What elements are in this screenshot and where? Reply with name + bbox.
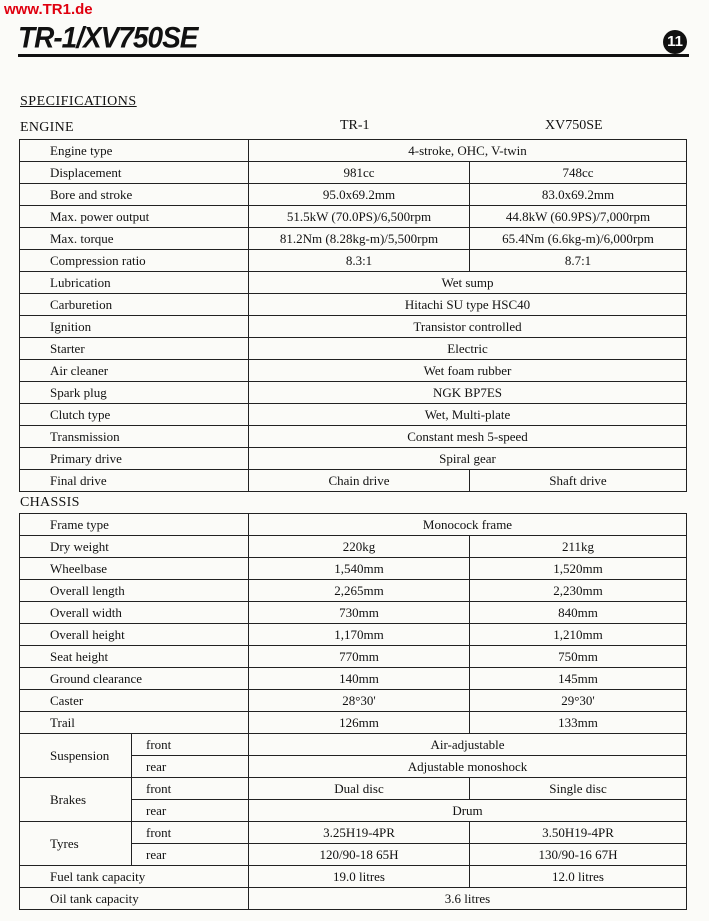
spark-plug-label: Spark plug: [20, 382, 249, 404]
overall-width-tr1-value: 730mm: [249, 602, 470, 624]
spec-row-caster: [20, 690, 687, 712]
tyres-rear-xv750se-value: 130/90-16 67H: [470, 844, 687, 866]
primary-drive-value: Spiral gear: [249, 448, 687, 470]
brakes-group-label: Brakes: [20, 778, 132, 822]
ignition-value: Transistor controlled: [249, 316, 687, 338]
trail-label: Trail: [20, 712, 249, 734]
dry-weight-xv750se-value: 211kg: [470, 536, 687, 558]
bore-and-stroke-label: Bore and stroke: [20, 184, 249, 206]
caster-label: Caster: [20, 690, 249, 712]
ignition-label: Ignition: [20, 316, 249, 338]
brakes-front-label: front: [132, 778, 249, 800]
spec-row-overall-length: [20, 580, 687, 602]
bore-and-stroke-xv750se-value: 83.0x69.2mm: [470, 184, 687, 206]
spec-row-compression-ratio: [20, 250, 687, 272]
suspension-front-value: Air-adjustable: [249, 734, 687, 756]
spec-row-starter: [20, 338, 687, 360]
title-rule: [18, 54, 689, 57]
final-drive-tr1-value: Chain drive: [249, 470, 470, 492]
spec-row-engine-type: [20, 140, 687, 162]
chassis-heading: CHASSIS: [20, 495, 80, 510]
bore-and-stroke-tr1-value: 95.0x69.2mm: [249, 184, 470, 206]
caster-xv750se-value: 29°30': [470, 690, 687, 712]
lubrication-label: Lubrication: [20, 272, 249, 294]
max-power-output-label: Max. power output: [20, 206, 249, 228]
max-torque-tr1-value: 81.2Nm (8.28kg-m)/5,500rpm: [249, 228, 470, 250]
max-torque-xv750se-value: 65.4Nm (6.6kg-m)/6,000rpm: [470, 228, 687, 250]
spark-plug-value: NGK BP7ES: [249, 382, 687, 404]
fuel-tank-capacity-label: Fuel tank capacity: [20, 866, 249, 888]
tyres-rear-label: rear: [132, 844, 249, 866]
spec-row-displacement: [20, 162, 687, 184]
final-drive-xv750se-value: Shaft drive: [470, 470, 687, 492]
caster-tr1-value: 28°30': [249, 690, 470, 712]
engine-spec-table: [19, 139, 687, 492]
spec-row-dry-weight: [20, 536, 687, 558]
spec-row-bore-and-stroke: [20, 184, 687, 206]
spec-row-max-power-output: [20, 206, 687, 228]
tyres-front-label: front: [132, 822, 249, 844]
primary-drive-label: Primary drive: [20, 448, 249, 470]
column-header-xv750se: XV750SE: [545, 118, 603, 133]
spec-row-brakes-front: [20, 778, 687, 800]
column-header-tr1: TR-1: [340, 118, 370, 133]
lubrication-value: Wet sump: [249, 272, 687, 294]
brakes-rear-label: rear: [132, 800, 249, 822]
transmission-value: Constant mesh 5-speed: [249, 426, 687, 448]
suspension-rear-label: rear: [132, 756, 249, 778]
clutch-type-value: Wet, Multi-plate: [249, 404, 687, 426]
trail-xv750se-value: 133mm: [470, 712, 687, 734]
spec-row-ignition: [20, 316, 687, 338]
overall-width-xv750se-value: 840mm: [470, 602, 687, 624]
trail-tr1-value: 126mm: [249, 712, 470, 734]
air-cleaner-label: Air cleaner: [20, 360, 249, 382]
frame-type-label: Frame type: [20, 514, 249, 536]
spec-row-wheelbase: [20, 558, 687, 580]
displacement-label: Displacement: [20, 162, 249, 184]
page-number-badge: 11: [663, 30, 687, 54]
final-drive-label: Final drive: [20, 470, 249, 492]
spec-row-overall-width: [20, 602, 687, 624]
spec-row-seat-height: [20, 646, 687, 668]
seat-height-label: Seat height: [20, 646, 249, 668]
site-watermark: www.TR1.de: [4, 1, 93, 18]
engine-heading: ENGINE: [20, 120, 74, 135]
spec-row-overall-height: [20, 624, 687, 646]
suspension-group-label: Suspension: [20, 734, 132, 778]
spec-row-oil-tank-capacity: [20, 888, 687, 910]
spec-row-carburetion: [20, 294, 687, 316]
compression-ratio-label: Compression ratio: [20, 250, 249, 272]
spec-row-suspension-front: [20, 734, 687, 756]
seat-height-tr1-value: 770mm: [249, 646, 470, 668]
max-torque-label: Max. torque: [20, 228, 249, 250]
engine-type-label: Engine type: [20, 140, 249, 162]
carburetion-value: Hitachi SU type HSC40: [249, 294, 687, 316]
ground-clearance-label: Ground clearance: [20, 668, 249, 690]
fuel-tank-capacity-xv750se-value: 12.0 litres: [470, 866, 687, 888]
starter-value: Electric: [249, 338, 687, 360]
dry-weight-label: Dry weight: [20, 536, 249, 558]
fuel-tank-capacity-tr1-value: 19.0 litres: [249, 866, 470, 888]
spec-row-spark-plug: [20, 382, 687, 404]
spec-row-fuel-tank-capacity: [20, 866, 687, 888]
displacement-xv750se-value: 748cc: [470, 162, 687, 184]
tyres-front-xv750se-value: 3.50H19-4PR: [470, 822, 687, 844]
max-power-output-tr1-value: 51.5kW (70.0PS)/6,500rpm: [249, 206, 470, 228]
page-title: TR-1/XV750SE: [18, 21, 198, 54]
spec-row-transmission: [20, 426, 687, 448]
spec-row-ground-clearance: [20, 668, 687, 690]
seat-height-xv750se-value: 750mm: [470, 646, 687, 668]
specifications-heading: SPECIFICATIONS: [20, 94, 137, 109]
starter-label: Starter: [20, 338, 249, 360]
suspension-rear-value: Adjustable monoshock: [249, 756, 687, 778]
spec-row-max-torque: [20, 228, 687, 250]
transmission-label: Transmission: [20, 426, 249, 448]
overall-length-label: Overall length: [20, 580, 249, 602]
spec-row-trail: [20, 712, 687, 734]
engine-type-value: 4-stroke, OHC, V-twin: [249, 140, 687, 162]
wheelbase-label: Wheelbase: [20, 558, 249, 580]
compression-ratio-tr1-value: 8.3:1: [249, 250, 470, 272]
spec-row-primary-drive: [20, 448, 687, 470]
tyres-front-tr1-value: 3.25H19-4PR: [249, 822, 470, 844]
overall-height-xv750se-value: 1,210mm: [470, 624, 687, 646]
overall-width-label: Overall width: [20, 602, 249, 624]
spec-row-air-cleaner: [20, 360, 687, 382]
wheelbase-tr1-value: 1,540mm: [249, 558, 470, 580]
overall-length-xv750se-value: 2,230mm: [470, 580, 687, 602]
brakes-front-tr1-value: Dual disc: [249, 778, 470, 800]
clutch-type-label: Clutch type: [20, 404, 249, 426]
oil-tank-capacity-label: Oil tank capacity: [20, 888, 249, 910]
spec-row-frame-type: [20, 514, 687, 536]
suspension-front-label: front: [132, 734, 249, 756]
overall-length-tr1-value: 2,265mm: [249, 580, 470, 602]
dry-weight-tr1-value: 220kg: [249, 536, 470, 558]
ground-clearance-xv750se-value: 145mm: [470, 668, 687, 690]
max-power-output-xv750se-value: 44.8kW (60.9PS)/7,000rpm: [470, 206, 687, 228]
compression-ratio-xv750se-value: 8.7:1: [470, 250, 687, 272]
carburetion-label: Carburetion: [20, 294, 249, 316]
spec-row-lubrication: [20, 272, 687, 294]
overall-height-tr1-value: 1,170mm: [249, 624, 470, 646]
ground-clearance-tr1-value: 140mm: [249, 668, 470, 690]
frame-type-value: Monocock frame: [249, 514, 687, 536]
displacement-tr1-value: 981cc: [249, 162, 470, 184]
spec-row-clutch-type: [20, 404, 687, 426]
brakes-front-xv750se-value: Single disc: [470, 778, 687, 800]
wheelbase-xv750se-value: 1,520mm: [470, 558, 687, 580]
overall-height-label: Overall height: [20, 624, 249, 646]
brakes-rear-value: Drum: [249, 800, 687, 822]
tyres-rear-tr1-value: 120/90-18 65H: [249, 844, 470, 866]
oil-tank-capacity-value: 3.6 litres: [249, 888, 687, 910]
spec-row-tyres-front: [20, 822, 687, 844]
tyres-group-label: Tyres: [20, 822, 132, 866]
chassis-spec-table: [19, 513, 687, 910]
air-cleaner-value: Wet foam rubber: [249, 360, 687, 382]
spec-row-final-drive: [20, 470, 687, 492]
